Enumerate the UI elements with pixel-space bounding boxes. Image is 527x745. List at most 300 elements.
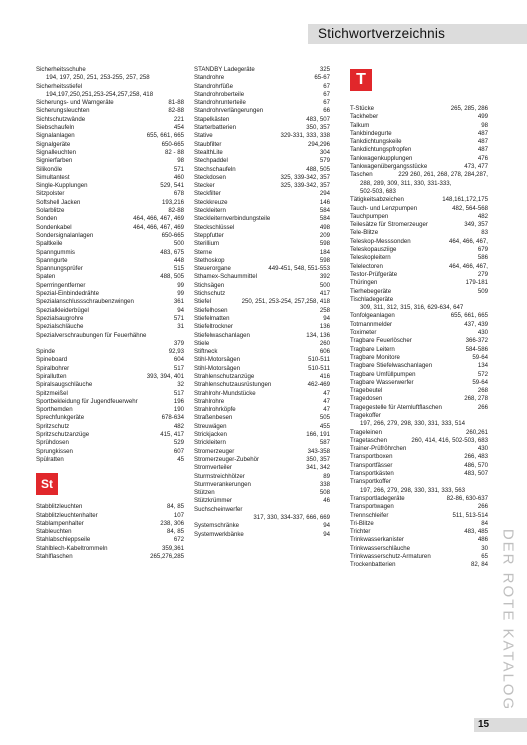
entry-pages: 250, 251, 253-254, 257,258, 418 (241, 298, 330, 306)
index-entry (350, 246, 488, 254)
index-entry (350, 138, 488, 146)
index-entry (194, 298, 330, 306)
index-entry (350, 412, 488, 420)
entry-pages: 268, 278 (464, 395, 488, 403)
entry-term: Trageleinen (350, 428, 382, 436)
page-header (0, 0, 527, 50)
entry-pages: 209 (319, 231, 330, 239)
index-entry (350, 462, 488, 470)
index-entry (36, 545, 184, 553)
index-entry (194, 249, 330, 257)
entry-pages: 59-64 (472, 353, 488, 361)
index-entry (36, 512, 184, 520)
entry-pages: 488, 505 (160, 273, 184, 281)
entry-pages: 487 (477, 129, 488, 137)
index-entry (36, 373, 184, 381)
index-entry (36, 224, 184, 232)
index-entry (350, 321, 488, 329)
entry-term: Stützen (194, 489, 215, 497)
index-entry (194, 489, 330, 497)
entry-term: Spritzschutzanzüge (36, 431, 90, 439)
entry-term: Sondenkabel (36, 223, 72, 231)
entry-term: Strahlrohrköpfe (194, 406, 236, 414)
entry-term: Straßenbesen (194, 414, 233, 422)
index-entry (36, 398, 184, 406)
entry-term: Tragbare Stiefelwaschanlagen (350, 362, 433, 370)
index-entry (350, 404, 488, 412)
entry-term: Toximeter (350, 329, 377, 337)
entry-term: Stiefelhosen (194, 306, 228, 314)
index-entry (36, 503, 184, 511)
entry-pages: 488, 505 (306, 165, 330, 173)
entry-term: Stahlflaschen (36, 553, 73, 561)
index-entry (350, 553, 488, 561)
index-entry (350, 130, 488, 138)
entry-term: Simultantest (36, 173, 70, 181)
entry-pages: 476 (477, 154, 488, 162)
entry-pages: 366-372 (465, 337, 488, 345)
entry-pages: 260,261 (465, 428, 488, 436)
entry-term: Staubfilter (194, 140, 222, 148)
entry-term: Stecker (194, 182, 215, 190)
entry-pages: 499 (477, 113, 488, 121)
index-entry (350, 122, 488, 130)
entry-pages: 487 (477, 146, 488, 154)
index-entry (36, 107, 184, 115)
entry-pages: 679 (477, 246, 488, 254)
index-entry (350, 536, 488, 544)
entry-term: Tele-Blitze (350, 229, 379, 237)
entry-pages: 508 (319, 489, 330, 497)
entry-pages: 650-665 (161, 140, 184, 148)
entry-pages: 672 (173, 536, 184, 544)
index-entry (350, 379, 488, 387)
index-entry (36, 199, 184, 207)
index-entry (194, 141, 330, 149)
index-entry (194, 157, 330, 165)
index-entry (194, 481, 330, 489)
entry-term: Trockenbatterien (350, 561, 396, 569)
index-entry (350, 113, 488, 121)
entry-pages: 361 (173, 298, 184, 306)
entry-term: Sturmverankerungen (194, 480, 251, 488)
entry-term: Stabblitzleuchten (36, 503, 83, 511)
entry-term: Standrohroberteile (194, 90, 245, 98)
entry-pages: 449-451, 548, 551-553 (268, 265, 330, 273)
entry-term: Trainer-Prüfröhrchen (350, 445, 407, 453)
entry-term: Testor-Prüfgeräte (350, 270, 398, 278)
entry-pages: 473, 477 (464, 163, 488, 171)
index-entry (36, 381, 184, 389)
entry-term: Sicherheitsstiefel (36, 82, 83, 90)
entry-pages: 194,197,250,251,253-254,257,258, 418 (46, 90, 154, 98)
entry-term: Steuerorgane (194, 265, 231, 273)
entry-term: Sportbekleidung für Jugendfeuerwehr (36, 397, 138, 405)
index-entry (350, 263, 488, 271)
entry-pages: 94 (177, 306, 184, 314)
entry-term: Steckfilter (194, 190, 221, 198)
index-entry (350, 238, 488, 246)
entry-term: StealthLite (194, 148, 223, 156)
entry-pages: 98 (481, 121, 488, 129)
entry-term: Sterne (194, 248, 212, 256)
index-entry (350, 487, 488, 495)
entry-pages: 134, 136 (306, 331, 330, 339)
index-entry (36, 431, 184, 439)
entry-pages: 350, 357 (306, 455, 330, 463)
entry-term: Spezialanschlussschraubenzwingen (36, 298, 134, 306)
index-entry (36, 166, 184, 174)
entry-term: Spannungsprüfer (36, 265, 83, 273)
index-entry (350, 354, 488, 362)
entry-term: Spritzschutz (36, 422, 70, 430)
index-entry (194, 190, 330, 198)
entry-term: Tragbare Leitern (350, 345, 395, 353)
entry-pages: 279 (477, 270, 488, 278)
index-entry (194, 456, 330, 464)
entry-pages: 571 (173, 314, 184, 322)
entry-term: Teleskop-Messsonden (350, 237, 411, 245)
entry-pages: 341, 342 (306, 464, 330, 472)
index-entry (350, 312, 488, 320)
index-entry (194, 265, 330, 273)
index-entry (350, 371, 488, 379)
index-entry (194, 182, 330, 190)
index-entry (350, 271, 488, 279)
entry-pages: 415, 417 (160, 431, 184, 439)
entry-pages: 166, 191 (306, 431, 330, 439)
index-entry (36, 536, 184, 544)
entry-term: Stromverteiler (194, 464, 232, 472)
entry-pages: 84, 85 (167, 528, 184, 536)
index-entry (194, 207, 330, 215)
entry-term: Spezialverschraubungen für Feuerhähne (36, 331, 147, 339)
entry-pages: 349, 357 (464, 221, 488, 229)
entry-pages: 184 (319, 248, 330, 256)
index-entry (350, 453, 488, 461)
index-entry (194, 240, 330, 248)
index-entry (350, 429, 488, 437)
entry-pages: 146 (319, 198, 330, 206)
index-entry (36, 124, 184, 132)
entry-term: Tragbare Umfüllpumpen (350, 370, 416, 378)
entry-term: Tackheber (350, 113, 379, 121)
entry-pages: 579 (319, 157, 330, 165)
entry-pages: 464, 466, 467, 469 (133, 223, 184, 231)
index-entry (194, 506, 330, 523)
entry-term: Sturmstreichhölzer (194, 472, 245, 480)
index-entry (194, 174, 330, 182)
entry-term: Siebschaufeln (36, 124, 75, 132)
index-entry (194, 406, 330, 414)
index-entry (350, 254, 488, 262)
entry-pages: 417 (319, 290, 330, 298)
entry-pages: 32 (177, 381, 184, 389)
entry-pages: 309, 311, 312, 315, 316, 629-634, 647 (360, 304, 464, 312)
index-entry (194, 132, 330, 140)
entry-term: Spineboard (36, 356, 68, 364)
index-entry (36, 332, 184, 349)
entry-pages: 462-469 (307, 381, 330, 389)
section-letter-t: T (350, 69, 372, 91)
entry-term: Sprungkissen (36, 447, 73, 455)
entry-pages: 416 (319, 372, 330, 380)
index-entry (350, 221, 488, 229)
catalog-name: DER ROTE KATALOG (499, 528, 517, 712)
entry-term: Sthamex-Schaummittel (194, 273, 257, 281)
entry-term: Spanngummis (36, 248, 75, 256)
index-entry (194, 83, 330, 91)
entry-pages: 464, 466, 467, (449, 237, 488, 245)
index-entry (194, 232, 330, 240)
index-entry (194, 315, 330, 323)
index-column-2 (194, 66, 330, 539)
index-entry (36, 282, 184, 290)
entry-term: Spanngurte (36, 256, 68, 264)
index-column-3 (350, 70, 488, 570)
entry-pages: 584 (319, 207, 330, 215)
entry-term: Sporthemden (36, 406, 73, 414)
index-entry (194, 340, 330, 348)
index-entry (194, 66, 330, 74)
index-entry (194, 381, 330, 389)
entry-pages: 82-88 (168, 107, 184, 115)
entry-pages: 190 (173, 406, 184, 414)
index-entry (36, 553, 184, 561)
entry-pages: 350, 357 (306, 124, 330, 132)
index-entry (194, 473, 330, 481)
entry-term: Tischladegeräte (350, 295, 394, 303)
index-entry (36, 323, 184, 331)
index-entry (36, 365, 184, 373)
index-entry (350, 279, 488, 287)
entry-pages: 448 (173, 256, 184, 264)
entry-term: Tankwagenkupplungen (350, 154, 413, 162)
entry-pages: 502-503, 683 (360, 187, 396, 195)
entry-pages: 47 (323, 406, 330, 414)
entry-term: Transportfässer (350, 461, 393, 469)
index-entry (350, 420, 488, 428)
entry-term: Softshell Jacken (36, 198, 81, 206)
index-entry (350, 329, 488, 337)
entry-pages: 94 (323, 530, 330, 538)
entry-term: Sperrringentferner (36, 281, 86, 289)
entry-pages: 134 (477, 362, 488, 370)
entry-pages: 678 (173, 190, 184, 198)
entry-pages: 343-358 (307, 447, 330, 455)
entry-pages: 89 (323, 472, 330, 480)
entry-pages: 515 (173, 265, 184, 273)
index-entry (194, 282, 330, 290)
index-entry (350, 337, 488, 345)
entry-term: Steckkreuze (194, 198, 228, 206)
index-entry (36, 273, 184, 281)
entry-term: Standrohre (194, 74, 225, 82)
entry-pages: 325, 339-342, 357 (280, 173, 330, 181)
entry-term: Tankbindegurte (350, 129, 392, 137)
entry-term: Spaten (36, 273, 56, 281)
index-entry (36, 232, 184, 240)
entry-term: Stableuchten (36, 528, 72, 536)
index-entry (194, 257, 330, 265)
entry-pages: 99 (177, 290, 184, 298)
index-entry (350, 470, 488, 478)
index-entry (36, 257, 184, 265)
index-entry (36, 307, 184, 315)
entry-term: Systemwerkbänke (194, 530, 244, 538)
entry-pages: 136 (319, 323, 330, 331)
index-entry (350, 346, 488, 354)
entry-term: Tragedosen (350, 395, 383, 403)
entry-pages: 500 (173, 240, 184, 248)
index-entry (350, 205, 488, 213)
index-entry (350, 296, 488, 304)
entry-pages: 598 (319, 256, 330, 264)
index-entry (350, 229, 488, 237)
entry-pages: 572 (477, 370, 488, 378)
index-entry (194, 199, 330, 207)
entry-term: Tonfolgeanlagen (350, 312, 395, 320)
index-entry (36, 149, 184, 157)
index-entry (194, 74, 330, 82)
entry-pages: 81-88 (168, 99, 184, 107)
entry-term: Stromerzeuger-Zubehör (194, 455, 260, 463)
entry-pages: 65 (481, 553, 488, 561)
entry-term: Teilesätze für Stromerzeuger (350, 221, 428, 229)
entry-pages: 82-88 (168, 207, 184, 215)
index-entry (194, 348, 330, 356)
entry-pages: 604 (173, 356, 184, 364)
entry-pages: 650-665 (161, 231, 184, 239)
entry-pages: 98 (177, 157, 184, 165)
entry-pages: 46 (323, 497, 330, 505)
index-entry (194, 373, 330, 381)
index-entry (36, 190, 184, 198)
entry-pages: 196 (173, 397, 184, 405)
entry-term: Tierhebegeräte (350, 287, 392, 295)
index-entry (350, 503, 488, 511)
entry-term: Stichsägen (194, 281, 225, 289)
entry-term: Talkum (350, 121, 370, 129)
entry-pages: 606 (319, 348, 330, 356)
index-entry (36, 414, 184, 422)
entry-pages: 379 (173, 339, 184, 347)
entry-pages: 268 (477, 387, 488, 395)
index-entry (350, 495, 488, 503)
entry-term: Spezial-Einbindedrähte (36, 290, 100, 298)
entry-pages: 266, 483 (464, 453, 488, 461)
entry-pages: 455 (319, 422, 330, 430)
entry-pages: 338 (319, 480, 330, 488)
entry-pages: 193,216 (161, 198, 184, 206)
entry-term: Sterillium (194, 240, 220, 248)
entry-term: Sonden (36, 215, 58, 223)
index-entry (36, 66, 184, 74)
entry-pages: 65-67 (314, 74, 330, 82)
entry-term: Trichter (350, 528, 371, 536)
index-entry (350, 213, 488, 221)
entry-term: Strahlrohre (194, 397, 225, 405)
entry-pages: 266 (477, 403, 488, 411)
index-entry (36, 215, 184, 223)
entry-pages: 529 (173, 439, 184, 447)
entry-term: Starterbatterien (194, 124, 237, 132)
index-entry (36, 439, 184, 447)
index-entry (350, 512, 488, 520)
entry-term: Sicherungs- und Warngeräte (36, 99, 114, 107)
entry-term: Steckdosen (194, 173, 226, 181)
entry-pages: 67 (323, 82, 330, 90)
entry-pages: 260 (319, 339, 330, 347)
entry-pages: 92,93 (168, 348, 184, 356)
index-entry (350, 146, 488, 154)
entry-pages: 66 (323, 107, 330, 115)
entry-pages: 238, 306 (160, 519, 184, 527)
index-entry (350, 395, 488, 403)
index-entry (36, 356, 184, 364)
entry-term: Spaltkeile (36, 240, 63, 248)
entry-term: Standrohrunterteile (194, 99, 246, 107)
entry-pages: 571 (173, 165, 184, 173)
entry-pages: 486 (477, 536, 488, 544)
index-entry (194, 107, 330, 115)
index-list-st-continued (194, 66, 330, 539)
index-entry (350, 105, 488, 113)
index-entry (350, 545, 488, 553)
entry-pages: 359,361 (161, 544, 184, 552)
index-entry (36, 132, 184, 140)
entry-pages: 510-511 (308, 364, 330, 372)
entry-term: Signalgeräte (36, 140, 71, 148)
entry-pages: 482 (477, 212, 488, 220)
entry-pages: 678-634 (161, 414, 184, 422)
entry-term: Stablampenhalter (36, 519, 84, 527)
entry-term: Stechpaddel (194, 157, 228, 165)
entry-term: Totmannmelder (350, 320, 392, 328)
entry-pages: 325, 339-342, 357 (280, 182, 330, 190)
index-entry (350, 520, 488, 528)
index-entry (36, 74, 184, 82)
index-entry (194, 439, 330, 447)
index-entry (194, 365, 330, 373)
index-entry (36, 157, 184, 165)
entry-pages: 148,161,172,175 (442, 196, 488, 204)
entry-term: Signalanlagen (36, 132, 75, 140)
entry-pages: 587 (319, 439, 330, 447)
entry-term: Stiefeltrockner (194, 323, 233, 331)
entry-pages: 30 (481, 544, 488, 552)
entry-pages: 31 (177, 323, 184, 331)
entry-term: Streuwägen (194, 422, 227, 430)
index-entry (350, 171, 488, 179)
entry-term: Stihl-Motorsägen (194, 356, 241, 364)
index-entry (350, 196, 488, 204)
entry-term: Strahlenschutzausrüstungen (194, 381, 272, 389)
entry-term: Tankdichtungspfropfen (350, 146, 412, 154)
entry-term: Tragbare Monitore (350, 353, 400, 361)
entry-term: Spezialkleiderbügel (36, 306, 89, 314)
entry-term: Systemschränke (194, 522, 240, 530)
entry-term: T-Stücke (350, 105, 375, 112)
entry-term: Tragekoffer (350, 411, 381, 419)
entry-term: Sicherheitsschuhe (36, 66, 86, 73)
index-entry (36, 83, 184, 91)
index-list-t (350, 105, 488, 570)
index-entry (36, 315, 184, 323)
entry-term: Taschen (350, 171, 373, 179)
entry-pages: 99 (177, 281, 184, 289)
entry-term: Transportboxen (350, 453, 393, 461)
